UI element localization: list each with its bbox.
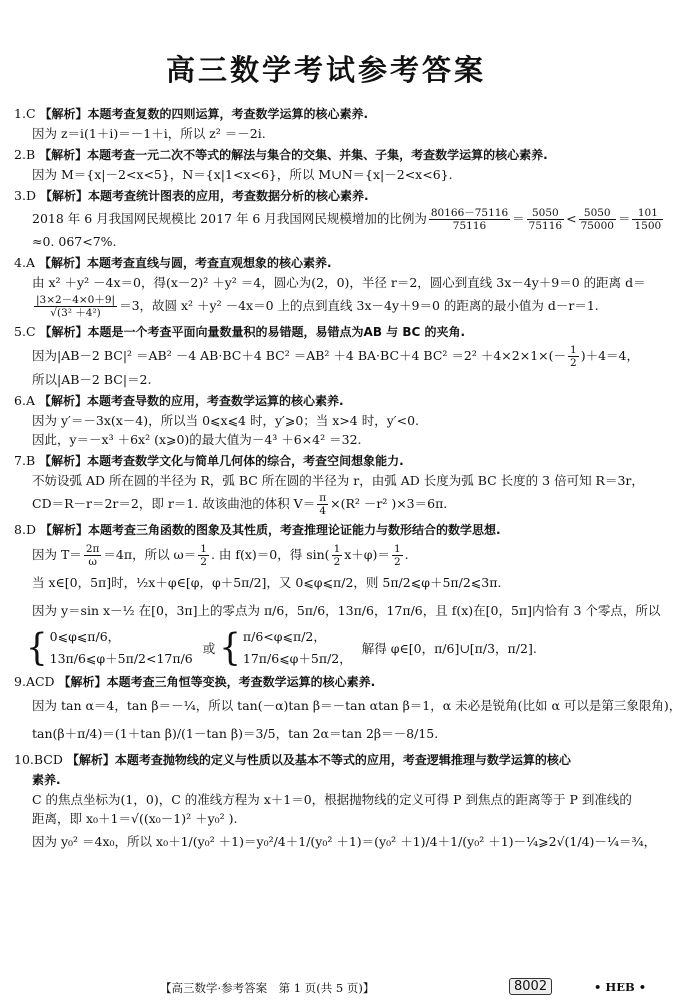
text: . 由 f(x)＝0，得 sin( <box>210 547 330 562</box>
denominator: 2 <box>570 357 577 369</box>
equation-system <box>26 626 537 670</box>
q-line: 因为 M＝{x|－2<x<5}，N＝{x|1<x<6}，所以 M∪N＝{x|－2<x<6}. <box>32 167 453 182</box>
q-line: 不妨设弧 AD 所在圆的半径为 R，弧 BC 所在圆的半径为 r，由弧 AD 长度为弧 BC 长度的 3 倍可知 R＝3r， <box>32 473 644 488</box>
text: x＋φ)＝ <box>344 547 390 562</box>
text: ×(R² －r² )×3＝6π. <box>330 496 448 511</box>
q-line: 因为 tan α＝4，tan β＝－¼，所以 tan(－α)tan β＝－tan αtan β＝1，α 未必是锐角(比如 α 可以是第三象限角)， <box>32 698 681 713</box>
system-row: π/6<φ⩽π/2， <box>242 629 326 644</box>
q-answer: B <box>25 453 36 468</box>
denominator: 1500 <box>634 220 662 232</box>
q-answer: B <box>25 147 36 162</box>
q-answer: D <box>25 522 36 537</box>
answer-content <box>14 104 681 858</box>
text: ＝3，故圆 x² ＋y² －4x＝0 上的点到直线 3x－4y＋9＝0 的距离的最小值为 d－r＝1. <box>119 298 599 313</box>
fraction <box>84 543 102 568</box>
text: 2018 年 6 月我国网民规模比 2017 年 6 月我国网民规模增加的比例为 <box>32 211 427 226</box>
page-footer <box>0 978 652 998</box>
numerator: π <box>319 492 327 504</box>
system-row: 17π/6⩽φ＋5π/2， <box>242 651 352 666</box>
system-rows <box>243 626 352 670</box>
numerator: 80166－75116 <box>430 207 509 219</box>
question-3 <box>14 186 662 251</box>
text: . <box>404 547 409 562</box>
q-answer: ACD <box>25 674 55 689</box>
footer-text: 【高三数学·参考答案 第 1 页(共 5 页)】 <box>160 981 375 995</box>
q-answer: C <box>25 106 36 121</box>
question-8 <box>14 520 661 670</box>
q-desc: 本题考查抛物线的定义与性质以及基本不等式的应用，考查逻辑推理与数学运算的核心 <box>114 753 571 767</box>
system-row: 13π/6⩽φ＋5π/2<17π/6 <box>49 651 193 666</box>
q-num: 1. <box>14 106 26 121</box>
q-line: 因为 z＝i(1＋i)＝－1＋i，所以 z² ＝－2i. <box>32 126 266 141</box>
q-line <box>14 342 640 370</box>
text: ＝ <box>617 211 631 226</box>
numerator: 1 <box>393 543 401 555</box>
question-5 <box>14 322 640 389</box>
q-answer: BCD <box>33 752 63 767</box>
brace: { <box>219 626 241 670</box>
q-desc: 本题考查统计图表的应用，考查数据分析的核心素养. <box>87 189 369 203</box>
q-num: 7. <box>14 453 26 468</box>
q-line <box>14 540 640 570</box>
fraction <box>632 207 663 232</box>
q-line: 由 x² ＋y² －4x＝0，得(x－2)² ＋y² ＝4，圆心为(2，0)，半径 r＝2，圆心到直线 3x－4y＋9＝0 的距离 d＝ <box>32 275 646 290</box>
denominator: 4 <box>319 505 327 517</box>
text: ＝4π，所以 ω＝ <box>103 547 197 562</box>
footer-code: 8002 <box>509 978 552 995</box>
q-answer: D <box>25 188 36 203</box>
q-desc: 本题考查一元二次不等式的解法与集合的交集、并集、子集，考查数学运算的核心素养. <box>87 148 548 162</box>
fraction <box>579 207 616 232</box>
system-rows <box>50 626 193 670</box>
fraction <box>34 294 117 319</box>
q-tag: 【解析】 <box>39 148 88 162</box>
fraction <box>568 344 579 369</box>
denominator: 2 <box>333 556 341 568</box>
q-num: 6. <box>14 393 26 408</box>
numerator: 5050 <box>579 207 616 220</box>
denominator: √(3² ＋4²) <box>50 307 101 319</box>
q-tag: 【解析】 <box>39 189 88 203</box>
fraction <box>317 492 328 517</box>
q-desc: AB 与 BC 的夹角. <box>363 325 466 339</box>
q-line: tan(β＋π/4)＝(1＋tan β)/(1－tan β)＝3/5，tan 2α＝tan 2β＝－8/15. <box>32 726 439 741</box>
question-6 <box>14 391 640 449</box>
text: 因为 T＝ <box>32 547 82 562</box>
denominator: 2 <box>393 556 401 568</box>
denominator: 75116 <box>452 220 487 232</box>
q-tag: 【解析】 <box>58 675 107 689</box>
question-10 <box>14 750 657 856</box>
numerator: 5050 <box>527 207 564 220</box>
q-tag: 【解析】 <box>66 753 115 767</box>
q-line: 距离，即 x₀＋1＝√((x₀－1)² ＋y₀² ). <box>32 811 238 826</box>
q-tag: 【解析】 <box>39 325 88 339</box>
q-num: 10. <box>14 752 34 767</box>
q-line: 因为 y′＝－3x(x－4)，所以当 0⩽x⩽4 时，y′⩾0；当 x>4 时，y′<0. <box>32 413 420 428</box>
numerator: 1 <box>200 543 207 555</box>
denominator: 75000 <box>580 220 614 232</box>
q-line: 所以|AB－2 BC|＝2. <box>32 372 152 387</box>
q-line: ≈0. 067<7%. <box>32 234 117 249</box>
q-line: 因为 y＝sin x－½ 在[0，3π]上的零点为 π/6，5π/6，13π/6，17π/6，且 f(x)在[0，5π]内恰有 3 个零点，所以 <box>32 603 661 618</box>
system-row: 0⩽φ⩽π/6， <box>49 629 121 644</box>
denominator: 2 <box>200 556 207 568</box>
q-tag: 【解析】 <box>39 523 88 537</box>
q-line <box>14 206 662 232</box>
q-desc: 本题考查数学文化与简单几何体的综合，考查空间想象能力. <box>87 454 404 468</box>
q-line: 因为 y₀² ＝4x₀，所以 x₀＋1/(y₀² ＋1)＝y₀²/4＋1/(y₀² ＋1)＝(y₀² ＋1)/4＋1/(y₀² ＋1)－¼⩾2√(1/4)－¼＝¾， <box>32 834 657 849</box>
question-1 <box>14 104 640 143</box>
text: )＋4＝4， <box>580 348 639 363</box>
text: 或 <box>202 640 216 656</box>
question-7 <box>14 451 644 518</box>
q-desc: 本题考查三角函数的图象及其性质，考查推理论证能力与数形结合的数学思想. <box>87 523 501 537</box>
numerator: 2π <box>85 543 100 555</box>
text: < <box>566 211 577 226</box>
q-tag: 【解析】 <box>38 394 87 408</box>
page-title: 高三数学考试参考答案 <box>165 53 486 87</box>
numerator: 101 <box>632 207 663 220</box>
q-num: 9. <box>14 674 26 689</box>
q-tag: 【解析】 <box>39 107 88 121</box>
q-line-system <box>14 626 640 670</box>
numerator: 1 <box>570 344 577 356</box>
fraction <box>527 207 564 232</box>
q-desc: 本题考查复数的四则运算，考查数学运算的核心素养. <box>87 107 369 121</box>
q-line: C 的焦点坐标为(1，0)，C 的准线方程为 x＋1＝0，根据抛物线的定义可得 P 到焦点的距离等于 P 到准线的 <box>32 792 632 807</box>
q-desc: 本题考查直线与圆，考查直观想象的核心素养. <box>86 256 332 270</box>
question-2 <box>14 145 640 184</box>
fraction <box>332 543 343 568</box>
q-desc: 素养. <box>32 773 61 787</box>
q-num: 8. <box>14 522 26 537</box>
fraction <box>198 543 209 568</box>
q-line: 当 x∈[0，5π]时，½x＋φ∈[φ，φ＋5π/2]，又 0⩽φ⩽π/2，则 5π/2⩽φ＋5π/2⩽3π. <box>32 575 502 590</box>
q-line <box>14 490 640 518</box>
q-tag: 【解析】 <box>38 256 87 270</box>
text: ＝ <box>512 211 525 226</box>
text: CD＝R－r＝2r＝2，即 r＝1. 故该曲池的体积 V＝ <box>32 496 316 511</box>
q-tag: 【解析】 <box>39 454 88 468</box>
q-num: 4. <box>14 255 26 270</box>
q-num: 3. <box>14 188 26 203</box>
q-num: 2. <box>14 147 26 162</box>
question-4 <box>14 253 646 320</box>
q-answer: A <box>25 393 35 408</box>
fraction <box>429 207 510 232</box>
q-num: 5. <box>14 324 26 339</box>
numerator: 1 <box>333 543 341 555</box>
question-9 <box>14 672 681 748</box>
q-line: 因此，y＝－x³ ＋6x² (x⩾0)的最大值为－4³ ＋6×4² ＝32. <box>32 432 362 447</box>
brace: { <box>26 626 48 670</box>
q-desc: 本题考查导数的应用，考查数学运算的核心素养. <box>86 394 344 408</box>
denominator: 75116 <box>528 220 563 232</box>
text: 因为|AB－2 BC|² ＝AB² －4 AB·BC＋4 BC² ＝AB² ＋4 BA·BC＋4 BC² ＝2² ＋4×2×1×(－ <box>32 348 566 363</box>
text: 解得 φ∈[0，π/6]∪[π/3，π/2]. <box>361 640 537 656</box>
numerator: |3×2－4×0＋9| <box>36 294 116 306</box>
fraction <box>392 543 403 568</box>
denominator: ω <box>88 556 97 568</box>
q-line <box>14 292 640 320</box>
q-desc: 本题是一个考查平面向量数量积的易错题，易错点为 <box>87 325 364 339</box>
q-answer: A <box>25 255 35 270</box>
q-answer: C <box>25 324 36 339</box>
footer-brand: • HEB • <box>594 980 647 994</box>
q-desc: 本题考查三角恒等变换，考查数学运算的核心素养. <box>106 675 376 689</box>
